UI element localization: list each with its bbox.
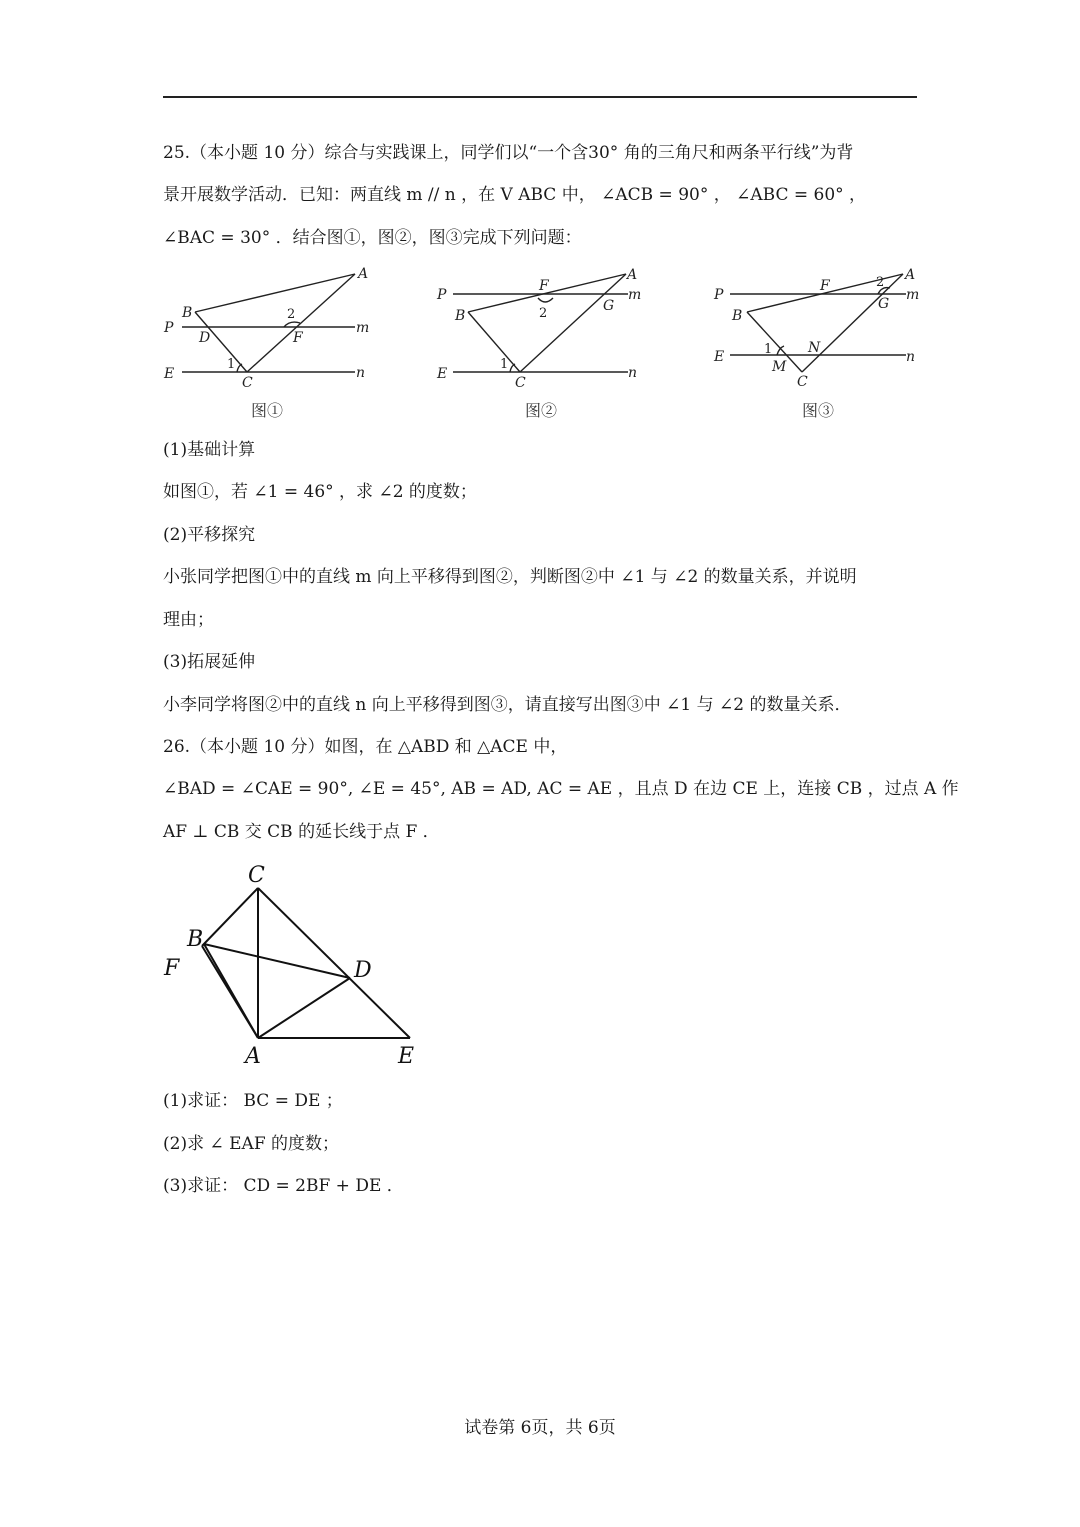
label-d: D (199, 330, 211, 346)
figure-3-caption: 图③ (802, 401, 835, 420)
q26-stem-line1: 26.（本小题 10 分）如图，在 △ABD 和 △ACE 中， (163, 737, 568, 757)
q26-part2: (2)求 ∠ EAF 的度数； (163, 1134, 340, 1154)
label-n: n (906, 349, 916, 365)
q25-figure-3 (710, 262, 932, 387)
label-n: n (628, 365, 638, 381)
q25-part1-text: 如图①，若 ∠1 = 46° ，求 ∠2 的度数； (163, 482, 477, 502)
q26-figure (160, 860, 425, 1070)
label-b: B (182, 305, 193, 321)
segment-bd (204, 944, 350, 978)
label-m: m (628, 287, 642, 303)
q25-part3-text: 小李同学将图②中的直线 n 向上平移得到图③，请直接写出图③中 ∠1 与 ∠2 的数量关系． (163, 695, 852, 715)
label-b: B (455, 308, 466, 324)
label-p: P (437, 287, 447, 303)
label-f: F (164, 956, 180, 981)
header-rule (163, 96, 917, 98)
label-angle-1: 1 (227, 357, 236, 372)
label-e: E (164, 366, 175, 382)
label-c: C (797, 374, 808, 387)
q26-stem-line3: AF ⊥ CB 交 CB 的延长线于点 F ． (163, 822, 440, 842)
q25-figure-1 (160, 262, 380, 387)
angle-2-arc (538, 298, 553, 302)
q25-part2-text-a: 小张同学把图①中的直线 m 向上平移得到图②，判断图②中 ∠1 与 ∠2 的数量关系，并说明 (163, 567, 857, 587)
label-angle-2: 2 (876, 275, 885, 290)
q25-stem-line2: 景开展数学活动．已知：两直线 m // n ，在 V ABC 中， ∠ACB = 90° ， ∠ABC = 60° ， (163, 185, 867, 205)
label-c: C (242, 375, 253, 387)
label-angle-1: 1 (764, 342, 773, 357)
label-e: E (398, 1044, 415, 1069)
label-m-point: M (772, 359, 787, 375)
segment-ba (204, 944, 258, 1038)
label-p: P (164, 320, 174, 336)
q25-part3-title: (3)拓展延伸 (163, 652, 256, 672)
label-f: F (539, 278, 549, 294)
q25-part1-title: (1)基础计算 (163, 440, 256, 460)
segment-cf (202, 888, 258, 946)
q26-part1: (1)求证： BC = DE ； (163, 1091, 343, 1111)
label-m: m (356, 320, 370, 336)
segment-ce (258, 888, 410, 1038)
label-m: m (906, 287, 920, 303)
side-ba (195, 274, 355, 312)
angle-1-arc (510, 364, 515, 372)
label-a: A (245, 1044, 261, 1069)
q25-stem-line3: ∠BAC = 30° ．结合图①，图②，图③完成下列问题： (163, 228, 582, 248)
label-g: G (878, 296, 890, 312)
q26-stem-line2: ∠BAD = ∠CAE = 90°, ∠E = 45°, AB = AD, AC = AE ，且点 D 在边 CE 上，连接 CB ，过点 A 作 (163, 779, 959, 799)
label-a: A (358, 266, 369, 282)
label-n: n (356, 365, 366, 381)
side-ca (520, 274, 626, 372)
page-footer: 试卷第 6页，共 6页 (464, 1418, 616, 1438)
label-e: E (714, 349, 725, 365)
label-p: P (714, 287, 724, 303)
label-c: C (248, 863, 265, 888)
label-c: C (515, 375, 526, 387)
segment-ad (258, 978, 350, 1038)
side-bc (468, 312, 520, 372)
figure-2-caption: 图② (525, 401, 558, 420)
q25-figure-2 (433, 262, 655, 387)
label-a: A (627, 267, 638, 283)
label-b: B (187, 927, 204, 952)
label-n-point: N (808, 340, 821, 356)
side-ca (802, 274, 903, 372)
label-d: D (354, 958, 372, 983)
label-angle-2: 2 (287, 307, 296, 322)
figure-1-caption: 图① (251, 401, 284, 420)
label-f: F (820, 278, 830, 294)
side-ca (247, 274, 355, 372)
label-angle-1: 1 (500, 357, 509, 372)
q25-part2-text-b: 理由； (163, 610, 214, 630)
angle-1-arc (237, 364, 242, 372)
label-angle-2: 2 (539, 306, 548, 321)
label-g: G (603, 298, 615, 314)
q26-part3: (3)求证： CD = 2BF + DE ． (163, 1176, 404, 1196)
q25-part2-title: (2)平移探究 (163, 525, 256, 545)
label-f: F (293, 330, 303, 346)
label-a: A (905, 267, 916, 283)
q25-stem-line1: 25.（本小题 10 分）综合与实践课上，同学们以“一个含30° 角的三角尺和两条平行线”为背 (163, 143, 854, 163)
label-e: E (437, 366, 448, 382)
label-b: B (732, 308, 743, 324)
